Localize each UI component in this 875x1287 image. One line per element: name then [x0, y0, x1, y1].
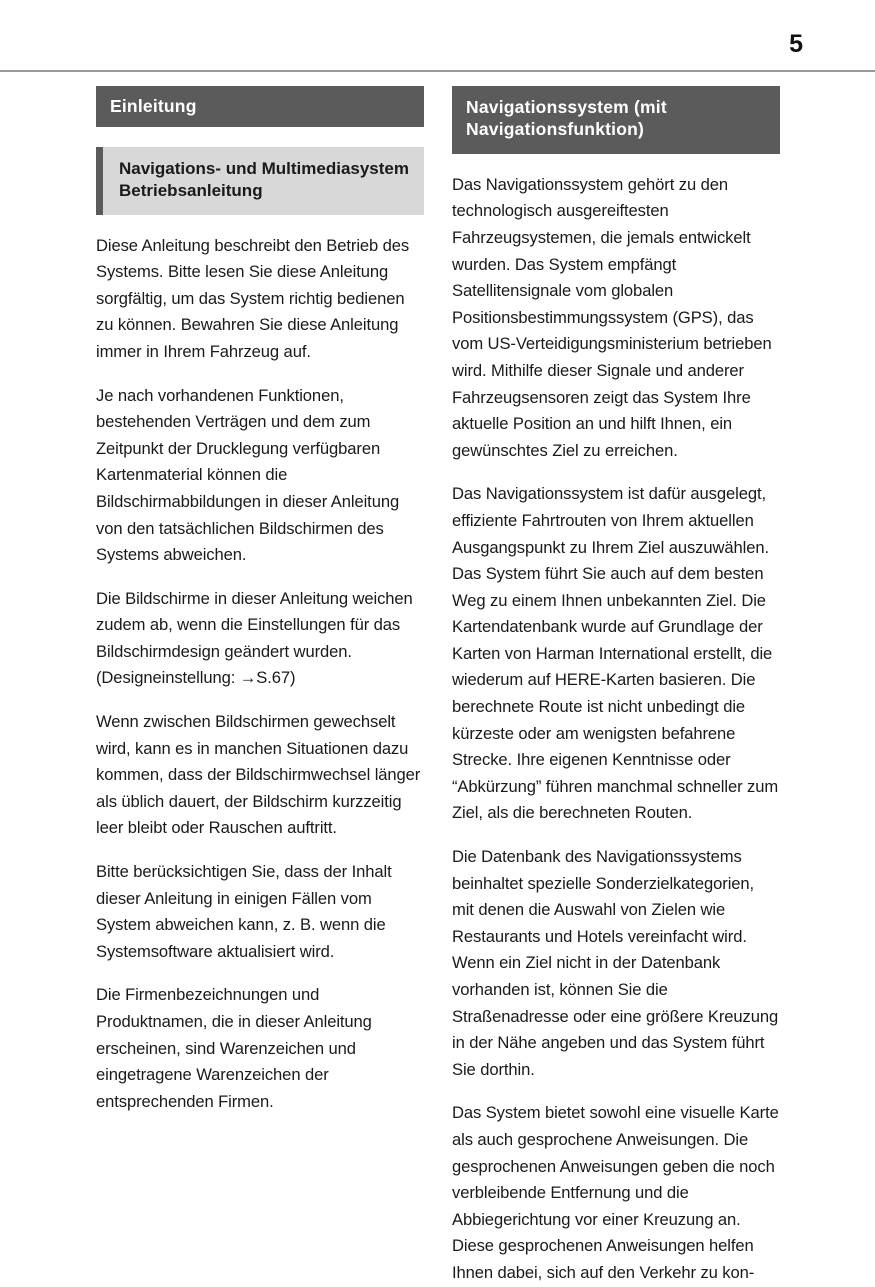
page-number: 5: [789, 30, 803, 58]
spacer: [96, 127, 424, 147]
subsection-heading-betriebsanleitung: Navigations- und Multimediasystem Betriebsanleitung: [96, 147, 424, 214]
paragraph: Das Navigationssystem gehört zu den technologisch ausgereiftesten Fahrzeugsystemen, die jemals entwickelt wurden. Das System empfängt Satellitensignale vom globalen Positionsbestimmungssystem (GPS), das vom US-Verteidigungsministerium betrieben wird. Mithilfe dieser Signale und anderer Fahrzeugsensoren zeigt das System Ihre aktuelle Position an und hilft Ihnen, ein gewünschtes Ziel zu erreichen.: [452, 174, 772, 460]
paragraph: Diese Anleitung beschreibt den Betrieb des Systems. Bitte lesen Sie diese Anleitung sorgfältig, um das System richtig bedienen zu können. Bewahren Sie diese Anleitung immer in Ihrem Fahrzeug auf.: [96, 235, 410, 361]
right-column: [452, 86, 780, 1287]
paragraph: Die Firmenbezeichnungen und Produktnamen, die in dieser Anleitung erscheinen, sind Warenzeichen und eingetragene Warenzeichen der entsprechenden Firmen.: [96, 985, 372, 1111]
paragraph: Wenn zwischen Bildschirmen gewechselt wird, kann es in manchen Situationen dazu kommen, dass der Bildschirmwechsel länger als üblich dauert, der Bildschirm kurzzeitig leer bleibt oder Rauschen auftritt.: [96, 712, 421, 838]
page-header: [0, 0, 875, 70]
paragraph: Das Navigationssystem ist dafür ausgelegt, effiziente Fahrtrouten von Ihrem aktuellen Ausgangspunkt zu Ihrem Ziel auszuwählen. Das System führt Sie auch auf dem besten Weg zu einem Ihnen unbekannten Ziel. Die Kartendatenbank wurde auf Grundlage der Karten von Harman International erstellt, die wiederum auf HERE-Karten basieren. Die berechnete Route ist nicht unbedingt die kürzeste oder am wenigsten befahrene Strecke. Ihre eigenen Kenntnisse oder “Abkürzung” führen manchmal schneller zum Ziel, als die berechneten Routen.: [452, 484, 779, 823]
left-column: [96, 86, 424, 1115]
header-divider: [0, 70, 875, 72]
section-heading-einleitung: Einleitung: [96, 86, 424, 127]
paragraph: Die Bildschirme in dieser Anleitung weichen zudem ab, wenn die Einstellungen für das Bildschirmdesign geändert wurden. (Designeinstellung: →S.67): [96, 588, 413, 688]
spacer: [96, 215, 424, 233]
paragraph: Die Datenbank des Navigationssystems beinhaltet spezielle Sonderzielkategorien, mit denen die Auswahl von Zielen wie Restaurants und Hotels vereinfacht wird. Wenn ein Ziel nicht in der Datenbank vorhanden ist, können Sie die Straßenadresse oder eine größere Kreuzung in der Nähe angeben und das System führt Sie dorthin.: [452, 847, 779, 1079]
paragraph: Je nach vorhandenen Funktionen, bestehenden Verträgen und dem zum Zeitpunkt der Drucklegung verfügbaren Kartenmaterial können die Bildschirmabbildungen in dieser Anleitung von den tatsächlichen Bildschirmen des Systems abweichen.: [96, 385, 400, 565]
spacer: [452, 154, 780, 172]
paragraph: Bitte berücksichtigen Sie, dass der Inhalt dieser Anleitung in einigen Fällen vom System abweichen kann, z. B. wenn die Systemsoftware aktualisiert wird.: [96, 862, 392, 961]
section-heading-navigationssystem: Navigationssystem (mit Navigationsfunktion): [452, 86, 780, 152]
paragraph: Das System bietet sowohl eine visuelle Karte als auch gesprochene Anweisungen. Die gesprochenen Anweisungen geben die noch verbleibende Entfernung und die Abbiegerichtung vor einer Kreuzung an. Diese gesprochenen Anweisungen helfen Ihnen dabei, sich auf den Verkehr zu kon-: [452, 1103, 779, 1282]
